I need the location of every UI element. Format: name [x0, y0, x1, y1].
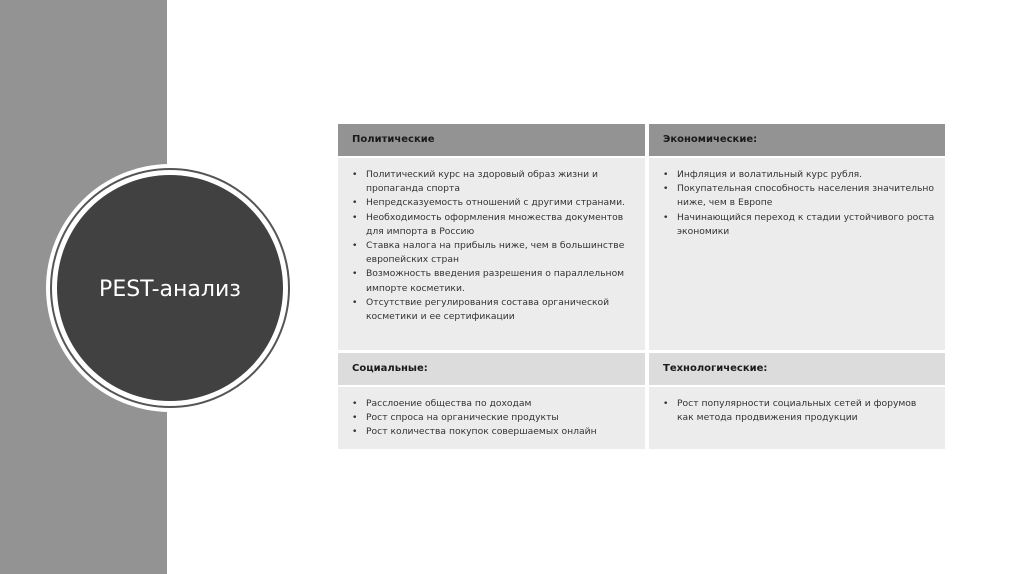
slide-title: PEST-анализ — [99, 276, 241, 302]
social-cell — [338, 387, 645, 449]
list-item: • Расслоение общества по доходам — [352, 397, 635, 411]
list-item: • Рост количества покупок совершаемых онлайн — [352, 425, 635, 439]
list-item: • Отсутствие регулирования состава органической косметики и ее сертификации — [352, 296, 635, 324]
list-item: • Начинающийся переход к стадии устойчивого роста экономики — [663, 211, 935, 239]
social-header: Социальные: — [338, 353, 645, 385]
list-item: • Инфляция и волатильный курс рубля. — [663, 168, 935, 182]
economic-list — [663, 168, 935, 239]
political-cell — [338, 158, 645, 350]
economic-cell — [649, 158, 945, 350]
list-item: • Возможность введения разрешения о параллельном импорте косметики. — [352, 267, 635, 295]
title-circle — [57, 175, 283, 401]
technological-header: Технологические: — [649, 353, 945, 385]
list-item: • Рост популярности социальных сетей и форумов как метода продвижения продукции — [663, 397, 935, 425]
social-list — [352, 397, 635, 440]
technological-cell — [649, 387, 945, 449]
political-list — [352, 168, 635, 324]
list-item: • Рост спроса на органические продукты — [352, 411, 635, 425]
list-item: • Политический курс на здоровый образ жизни и пропаганда спорта — [352, 168, 635, 196]
list-item: • Непредсказуемость отношений с другими странами. — [352, 196, 635, 210]
list-item: • Покупательная способность населения значительно ниже, чем в Европе — [663, 182, 935, 210]
technological-list — [663, 397, 935, 425]
economic-header: Экономические: — [649, 124, 945, 156]
list-item: • Ставка налога на прибыль ниже, чем в большинстве европейских стран — [352, 239, 635, 267]
political-header: Политические — [338, 124, 645, 156]
list-item: • Необходимость оформления множества документов для импорта в Россию — [352, 211, 635, 239]
